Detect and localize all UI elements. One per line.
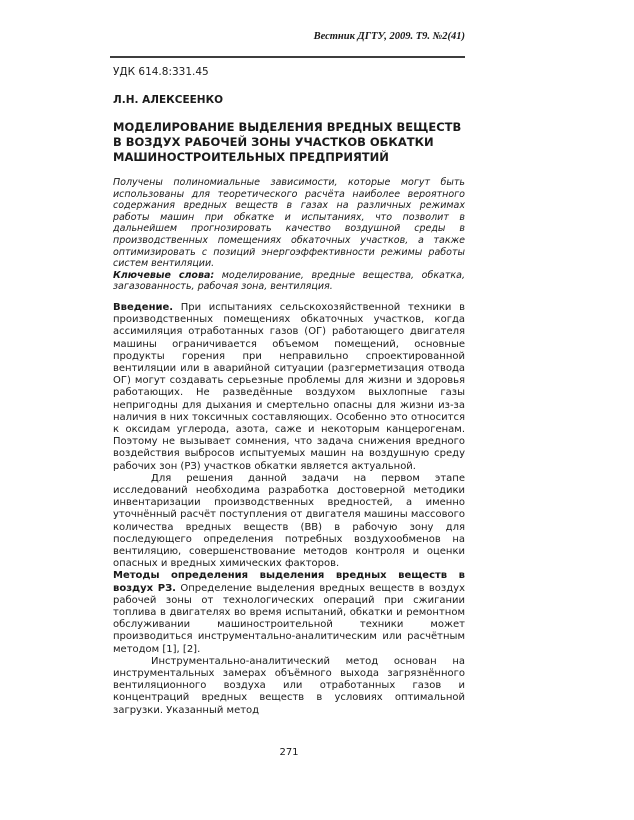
keywords-list: моделирование, вредные вещества, обкатка, загазованность, рабочая зона, вентиляция.	[113, 269, 465, 293]
run-in-heading-methods: Методы определения выделения вредных веществ в воздух РЗ.	[113, 570, 465, 594]
run-in-heading-introduction: Введение.	[113, 301, 174, 313]
paragraph-text: Определение выделения вредных веществ в воздух рабочей зоны от технологических операций при сжигании топлива в двигателях во время испытаний, обкатки и ремонтном обслуживании машиностроительной техники может производиться инструментально-аналитическим или расчётным методом [1], [2].	[113, 582, 465, 655]
keywords-block	[113, 270, 465, 293]
paragraph-text: Для решения данной задачи на первом этапе исследований необходима разработка достоверной методики инвентаризации производственных вредностей, а именно уточнённый расчёт поступления от двигателя машины массового количества вредных веществ (ВВ) в рабочую зону для последующего определения потребных воздухообменов на вентиляцию, совершенствование методов контроля и оценки опасных и вредных химических факторов.	[113, 472, 465, 570]
header-divider	[110, 56, 465, 58]
paragraph-text: Инструментально-аналитический метод основан на инструментальных замерах объёмного выхода загрязнённого вентиляционного воздуха или отработанных газов и концентраций вредных веществ в условиях оптимальной загрузки. Указанный метод	[113, 655, 465, 716]
article-title	[113, 120, 465, 165]
udc-code: УДК 614.8:331.45	[113, 66, 209, 78]
paragraph-instrumental-method	[113, 656, 465, 717]
page-number: 271	[279, 746, 299, 758]
paragraph-text: При испытаниях сельскохозяйственной техники в производственных помещениях обкаточных участков, когда ассимиляция отработанных газов (ОГ) работающего двигателя машины ограничивается объемом помещений, основные продукты горения при неправильно спроектированной вентиляции или в аварийной ситуации (разгерметизация отвода ОГ) могут создавать серьезные проблемы для жизни и здоровья работающих. Не разведённые воздухом выхлопные газы непригодны для дыхания и смертельно опасны для жизни из-за наличия в них токсичных составляющих. Особенно это относится к оксидам углерода, азота, саже и некоторым канцерогенам. Поэтому не вызывает сомнения, что задача снижения вредного воздействия выбросов испытуемых машин на воздушную среду рабочих зон (РЗ) участков обкатки является актуальной.	[113, 301, 465, 472]
journal-header: Вестник ДГТУ, 2009. Т9. №2(41)	[313, 31, 465, 42]
title-line: МОДЕЛИРОВАНИЕ ВЫДЕЛЕНИЯ ВРЕДНЫХ ВЕЩЕСТВ	[113, 120, 462, 134]
paragraph-introduction	[113, 302, 465, 473]
page-content	[113, 30, 465, 759]
paragraph-task	[113, 473, 465, 571]
title-line: В ВОЗДУХ РАБОЧЕЙ ЗОНЫ УЧАСТКОВ ОБКАТКИ	[113, 135, 434, 149]
paragraph-methods	[113, 570, 465, 655]
title-line: МАШИНОСТРОИТЕЛЬНЫХ ПРЕДПРИЯТИЙ	[113, 150, 389, 164]
author-name: Л.Н. АЛЕКСЕЕНКО	[113, 94, 224, 106]
keywords-label: Ключевые слова:	[113, 269, 215, 281]
abstract-text: Получены полиномиальные зависимости, которые могут быть использованы для теоретического расчёта наиболее вероятного содержания вредных веществ в газах на различных режимах работы машин при обкатке и испытаниях, что позволит в дальнейшем прогнозировать качество воздушной среды в производственных помещениях обкаточных участков, а также оптимизировать с позиций энергоэффективности режимы работы систем вентиляции.	[113, 177, 465, 270]
